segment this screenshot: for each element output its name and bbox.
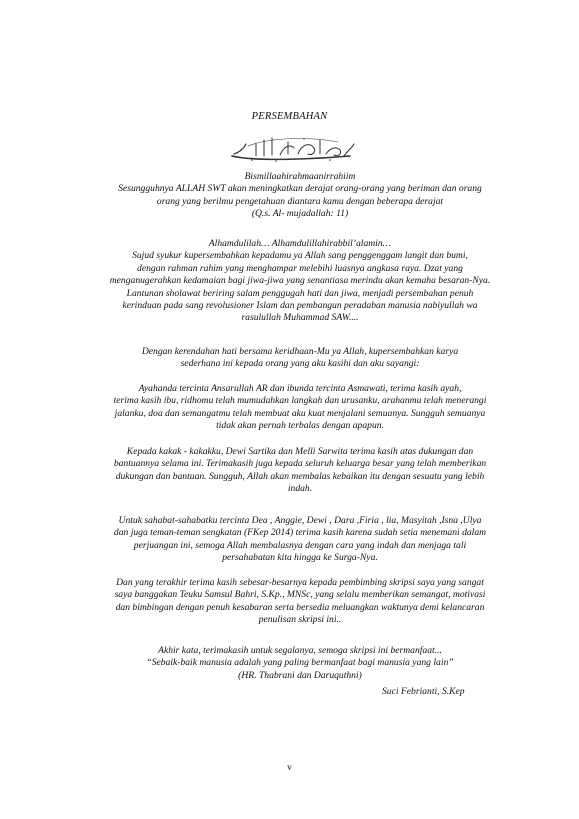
page-title: PERSEMBAHAN xyxy=(251,111,328,122)
praise-text-line: dengan rahman rahim yang menghampar melebihi luasnya angkasa raya. Dzat yang xyxy=(137,262,463,274)
dedication-line: Dengan kerendahan hati bersama keridhaan-Mu ya Allah, kupersembahkan karya xyxy=(141,346,459,357)
parents-block xyxy=(5,383,579,433)
basmala-calligraphy xyxy=(228,134,358,164)
parents-line: Ayahanda tercinta Ansarullah AR dan ibunda tercinta Asmawati, terima kasih ayah, xyxy=(138,383,462,394)
siblings-line: indah. xyxy=(287,483,313,495)
praise-block xyxy=(5,238,579,325)
praise-line: Alhamdulilah… Alhamdulillahirabbil’alamin… xyxy=(208,238,392,249)
praise-text-line: rasulullah Muhammad SAW.... xyxy=(241,312,359,324)
closing-block xyxy=(5,645,579,682)
supervisor-line: Dan yang terakhir terima kasih sebesar-besarnya kepada pembimbing skripsi saya yang sangat xyxy=(116,577,484,588)
page-number: v xyxy=(287,762,292,773)
dedication-block xyxy=(5,346,579,371)
supervisor-line: saya banggakan Teuku Samsul Bahri, S.Kp., MNSc, yang selalu memberikan semangat, motivasi xyxy=(114,589,486,601)
friends-line: perjuangan ini, semoga Allah membalasnya dengan cara yang indah dan menjaga tali xyxy=(133,539,467,551)
verse-block xyxy=(5,171,579,221)
siblings-line: bantuannya selama ini. Terimakasih juga kepada seluruh keluarga besar yang telah memberikan xyxy=(113,458,487,470)
praise-text-line: kerinduan pada sang revolusioner Islam dan pembangun peradaban manusia nabiyullah wa xyxy=(122,300,478,312)
praise-text-line: Lantunan sholawat beriring salam penggugah hati dan jiwa, menjadi persembahan penuh xyxy=(126,287,474,299)
supervisor-line: penulisan skripsi ini.. xyxy=(258,614,342,626)
friends-line: dan juga teman-teman sengkatan (FKep 2014) terima kasih karena sudah setia menemani dalam xyxy=(113,527,487,539)
verse-line: Sesungguhnya ALLAH SWT akan meningkatkan derajat orang-orang yang beriman dan orang xyxy=(118,183,482,195)
friends-block xyxy=(5,515,579,565)
praise-text-line: Sujud syukur kupersembahkan kepadamu ya Allah sang penggenggam langit dan bumi, xyxy=(132,250,468,262)
hadith-citation: (HR. Thabrani dan Daruquthni) xyxy=(238,669,362,681)
hadith-quote: “Sebaik-baik manusia adalah yang paling bermanfaat bagi manusia yang lain” xyxy=(146,657,454,669)
siblings-block xyxy=(5,446,579,496)
parents-line: jalanku, doa dan semangatmu telah membuat aku kuat menjalani semuanya. Sungguh semuanya xyxy=(114,407,486,419)
dedication-line: sederhana ini kepada orang yang aku kasihi dan aku sayangi: xyxy=(180,358,420,370)
author-signature: Suci Febrianti, S.Kep xyxy=(382,686,465,697)
verse-line: orang yang berilmu pengetahuan diantara kamu dengan beberapa derajat xyxy=(156,195,444,207)
praise-text-line: menganugerahkan kedamaian bagi jiwa-jiwa yang senantiasa merindu akan kemaha besaran-Nya. xyxy=(109,275,491,287)
parents-line: tidak akan pernah terbalas dengan apapun. xyxy=(216,420,384,432)
siblings-line: dukungan dan bantuan. Sungguh, Allah akan membalas kebaikan itu dengan sesuatu yang lebih xyxy=(115,470,485,482)
parents-line: terima kasih ibu, ridhomu telah mumudahkan langkah dan urusanku, arahanmu telah menerangi xyxy=(113,395,487,407)
friends-line: Untuk sahabat-sahabatku tercinta Dea , Anggie, Dewi , Dara ,Firia , lia, Masyitah ,Isna ,Ulya xyxy=(118,515,482,526)
verse-citation: (Q.s. Al- mujadallah: 11) xyxy=(251,208,349,220)
friends-line: persahabatan kita hingga ke Surga-Nya. xyxy=(222,552,378,564)
siblings-line: Kepada kakak - kakakku, Dewi Sartika dan Melli Sarwita terima kasih atas dukungan dan xyxy=(126,446,474,457)
supervisor-line: dan bimbingan dengan penuh kesabaran serta bersedia meluangkan waktunya demi kelancaran xyxy=(115,601,485,613)
supervisor-block xyxy=(5,577,579,627)
closing-line: Akhir kata, terimakasih untuk segalanya, semoga skripsi ini bermanfaat... xyxy=(158,645,442,656)
bismillah-line: Bismillaahirahmaanirrahiim xyxy=(244,171,356,182)
